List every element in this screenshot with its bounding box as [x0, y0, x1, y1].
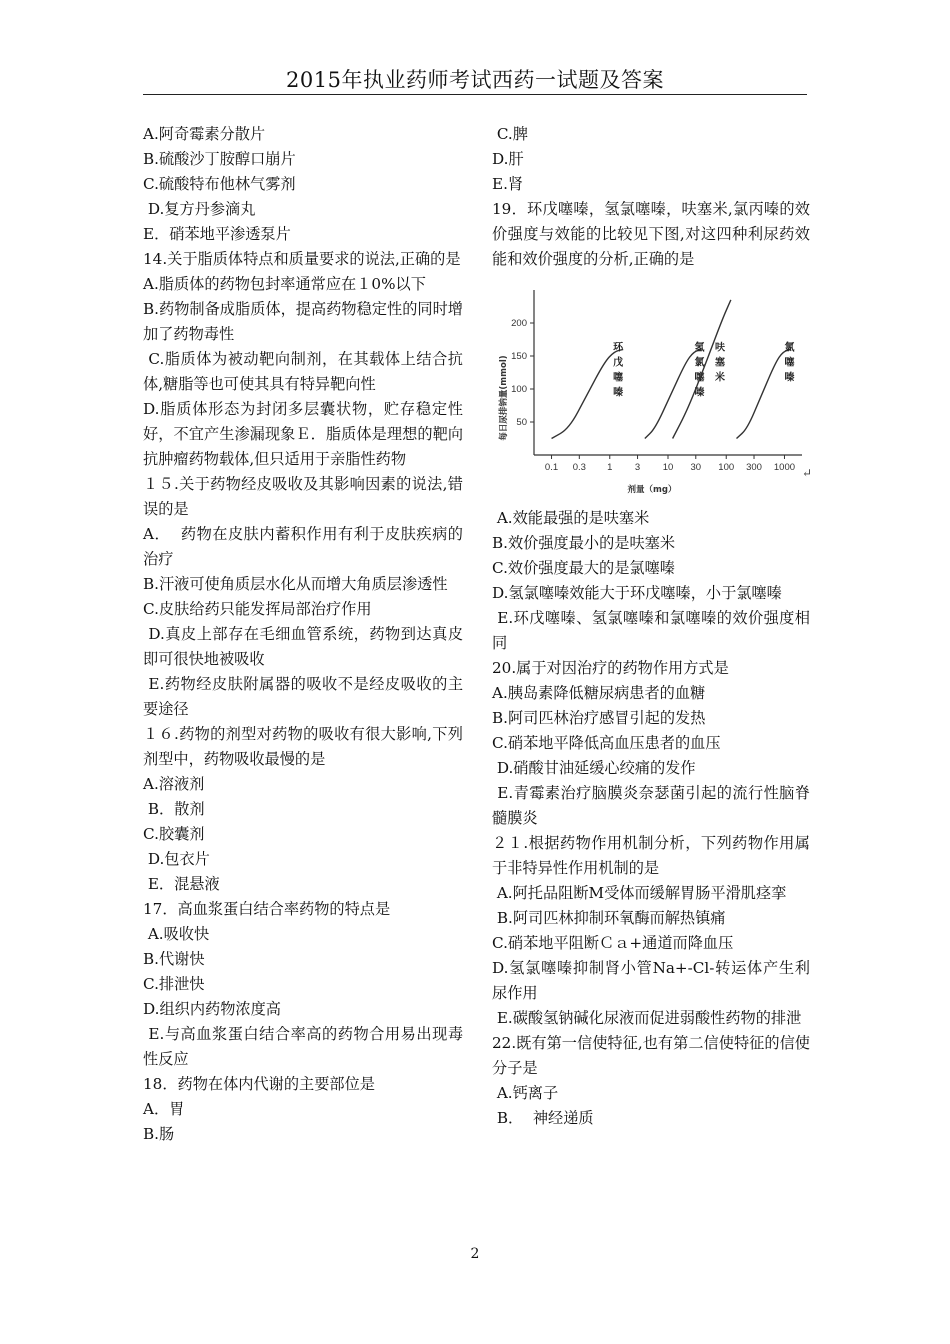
text-line: 18．药物在体内代谢的主要部位是: [143, 1075, 375, 1093]
text-line: １５.关于药物经皮吸收及其影响因素的说法,错误的是: [143, 475, 463, 518]
text-line: B.药物制备成脂质体，提高药物稳定性的同时增加了药物毒性: [143, 300, 463, 343]
left-column: [143, 122, 463, 1147]
y-tick-label: 50: [516, 417, 527, 428]
series-label-char: 嗪: [613, 387, 624, 399]
text-line: B.汗液可使角质层水化从而增大角质层渗透性: [143, 575, 448, 593]
text-line: 14.关于脂质体特点和质量要求的说法,正确的是: [143, 250, 461, 268]
series-label-char: 氯: [694, 357, 705, 369]
text-line: E.药物经皮肤附属器的吸收不是经皮吸收的主要途径: [143, 675, 464, 718]
series-label-char: 嗪: [694, 387, 705, 399]
paragraph-return-icon: ↵: [801, 466, 812, 480]
text-line: C.胶囊剂: [143, 825, 205, 843]
x-tick-label: 1000: [773, 462, 796, 473]
y-tick-label: 200: [511, 318, 527, 329]
text-line: B.效价强度最小的是呋塞米: [492, 534, 676, 552]
text-line: B.阿司匹林治疗感冒引起的发热: [492, 709, 706, 727]
series-label-char: 噻: [694, 372, 705, 384]
text-line: D.组织内药物浓度高: [143, 1000, 281, 1018]
y-axis-label: 每日尿排钠量(mmol): [499, 355, 509, 441]
text-line: A.吸收快: [143, 925, 210, 943]
series-label-char: 氢: [694, 342, 705, 354]
text-line: C.硝苯地平降低高血压患者的血压: [492, 734, 721, 752]
text-line: D.包衣片: [143, 850, 210, 868]
text-line: A.钙离子: [492, 1084, 559, 1102]
series-label-char: 呋: [715, 342, 726, 354]
x-tick-label: 300: [746, 462, 762, 473]
text-line: D.复方丹参滴丸: [143, 200, 256, 218]
x-tick-label: 1: [607, 462, 613, 473]
series-label-char: 氯: [784, 342, 795, 354]
chart-series: [552, 300, 795, 439]
text-line: E.肾: [492, 175, 524, 193]
text-line: 19．环戊噻嗪，氢氯噻嗪，呋塞米,氯丙嗪的效价强度与效能的比较见下图,对这四种利尿药效能和效价强度的分析,正确的是: [492, 200, 810, 268]
text-line: B.硫酸沙丁胺醇口崩片: [143, 150, 296, 168]
text-line: A．胃: [143, 1100, 185, 1118]
text-line: D.脂质体形态为封闭多层囊状物，贮存稳定性好，不宜产生渗漏现象Ｅ．脂质体是理想的靶向抗肿瘤药物载体,但只适用于亲脂性药物: [143, 400, 463, 468]
text-line: B.阿司匹林抑制环氧酶而解热镇痛: [492, 909, 726, 927]
page-number: 2: [470, 1246, 480, 1262]
text-line: C.皮肤给药只能发挥局部治疗作用: [143, 600, 372, 618]
series-label-char: 米: [715, 372, 726, 384]
text-line: A.胰岛素降低糖尿病患者的血糖: [492, 684, 706, 702]
text-line: A.脂质体的药物包封率通常应在１0%以下: [143, 275, 426, 293]
text-line: E.碳酸氢钠碱化尿液而促进弱酸性药物的排泄: [492, 1009, 802, 1027]
x-tick-label: 30: [690, 462, 702, 473]
text-line: 17．高血浆蛋白结合率药物的特点是: [143, 900, 391, 918]
text-line: E.环戊噻嗪、氢氯噻嗪和氯噻嗪的效价强度相同: [492, 609, 810, 652]
y-tick-label: 100: [511, 384, 527, 395]
text-line: ２１.根据药物作用机制分析，下列药物作用属于非特异性作用机制的是: [492, 834, 810, 877]
series-line-2: [673, 300, 731, 439]
dose-response-chart: [492, 280, 810, 500]
text-line: B.代谢快: [143, 950, 205, 968]
series-label-char: 戊: [613, 357, 624, 369]
text-line: A.阿托品阻断M受体而缓解胃肠平滑肌痉挛: [492, 884, 787, 902]
right-column-bottom: [492, 506, 810, 1131]
x-tick-label: 3: [634, 462, 641, 473]
text-line: １６.药物的剂型对药物的吸收有很大影响,下列剂型中，药物吸收最慢的是: [143, 725, 463, 768]
series-label-char: 噻: [613, 372, 624, 384]
text-line: D.真皮上部存在毛细血管系统，药物到达真皮即可很快地被吸收: [143, 625, 464, 668]
text-line: A.效能最强的是呋塞米: [492, 509, 650, 527]
text-line: E．混悬液: [143, 875, 220, 893]
text-line: D.硝酸甘油延缓心绞痛的发作: [492, 759, 696, 777]
series-label-char: 噻: [784, 357, 795, 369]
text-line: C.脾: [492, 125, 528, 143]
text-line: A． 药物在皮肤内蓄积作用有利于皮肤疾病的治疗: [143, 525, 463, 568]
text-line: C.效价强度最大的是氯噻嗪: [492, 559, 675, 577]
y-tick-label: 150: [511, 351, 527, 362]
text-line: E．硝苯地平渗透泵片: [143, 225, 291, 243]
text-line: C.排泄快: [143, 975, 205, 993]
series-label-char: 嗪: [784, 372, 795, 384]
header-rule: [143, 94, 807, 95]
right-column-top: [492, 122, 810, 272]
chart-axes: [511, 290, 802, 473]
text-line: A.溶液剂: [143, 775, 205, 793]
text-line: 22.既有第一信使特征,也有第二信使特征的信使分子是: [492, 1034, 810, 1077]
text-line: 20.属于对因治疗的药物作用方式是: [492, 659, 729, 677]
text-line: C.脂质体为被动靶向制剂，在其载体上结合抗体,糖脂等也可使其具有特异靶向性: [143, 350, 463, 393]
text-line: A.阿奇霉素分散片: [143, 125, 266, 143]
series-label-char: 环: [613, 342, 624, 354]
text-line: D.肝: [492, 150, 524, 168]
x-tick-label: 10: [662, 462, 674, 473]
text-line: E.与高血浆蛋白结合率高的药物合用易出现毒性反应: [143, 1025, 464, 1068]
x-tick-label: 0.3: [572, 462, 586, 473]
text-line: B． 神经递质: [492, 1109, 594, 1127]
series-label-char: 塞: [715, 357, 726, 369]
x-tick-label: 0.1: [544, 462, 559, 473]
text-line: D.氢氯噻嗪效能大于环戊噻嗪，小于氯噻嗪: [492, 584, 782, 602]
text-line: B．散剂: [143, 800, 205, 818]
text-line: C.硫酸特布他林气雾剂: [143, 175, 296, 193]
series-line-3: [736, 349, 791, 438]
text-line: C.硝苯地平阻断Ｃａ+通道而降血压: [492, 934, 734, 952]
text-line: B.肠: [143, 1125, 175, 1143]
x-axis-label: 剂量（mg）: [627, 485, 677, 495]
text-line: E.青霉素治疗脑膜炎奈瑟菌引起的流行性脑脊髓膜炎: [492, 784, 810, 827]
text-line: D.氢氯噻嗪抑制肾小管Na+-Cl-转运体产生利尿作用: [492, 959, 810, 1002]
chart-svg: [492, 280, 810, 500]
x-tick-label: 100: [718, 462, 735, 473]
right-column: [492, 122, 810, 1131]
page-header-title: 2015年执业药师考试西药一试题及答案: [286, 68, 664, 92]
